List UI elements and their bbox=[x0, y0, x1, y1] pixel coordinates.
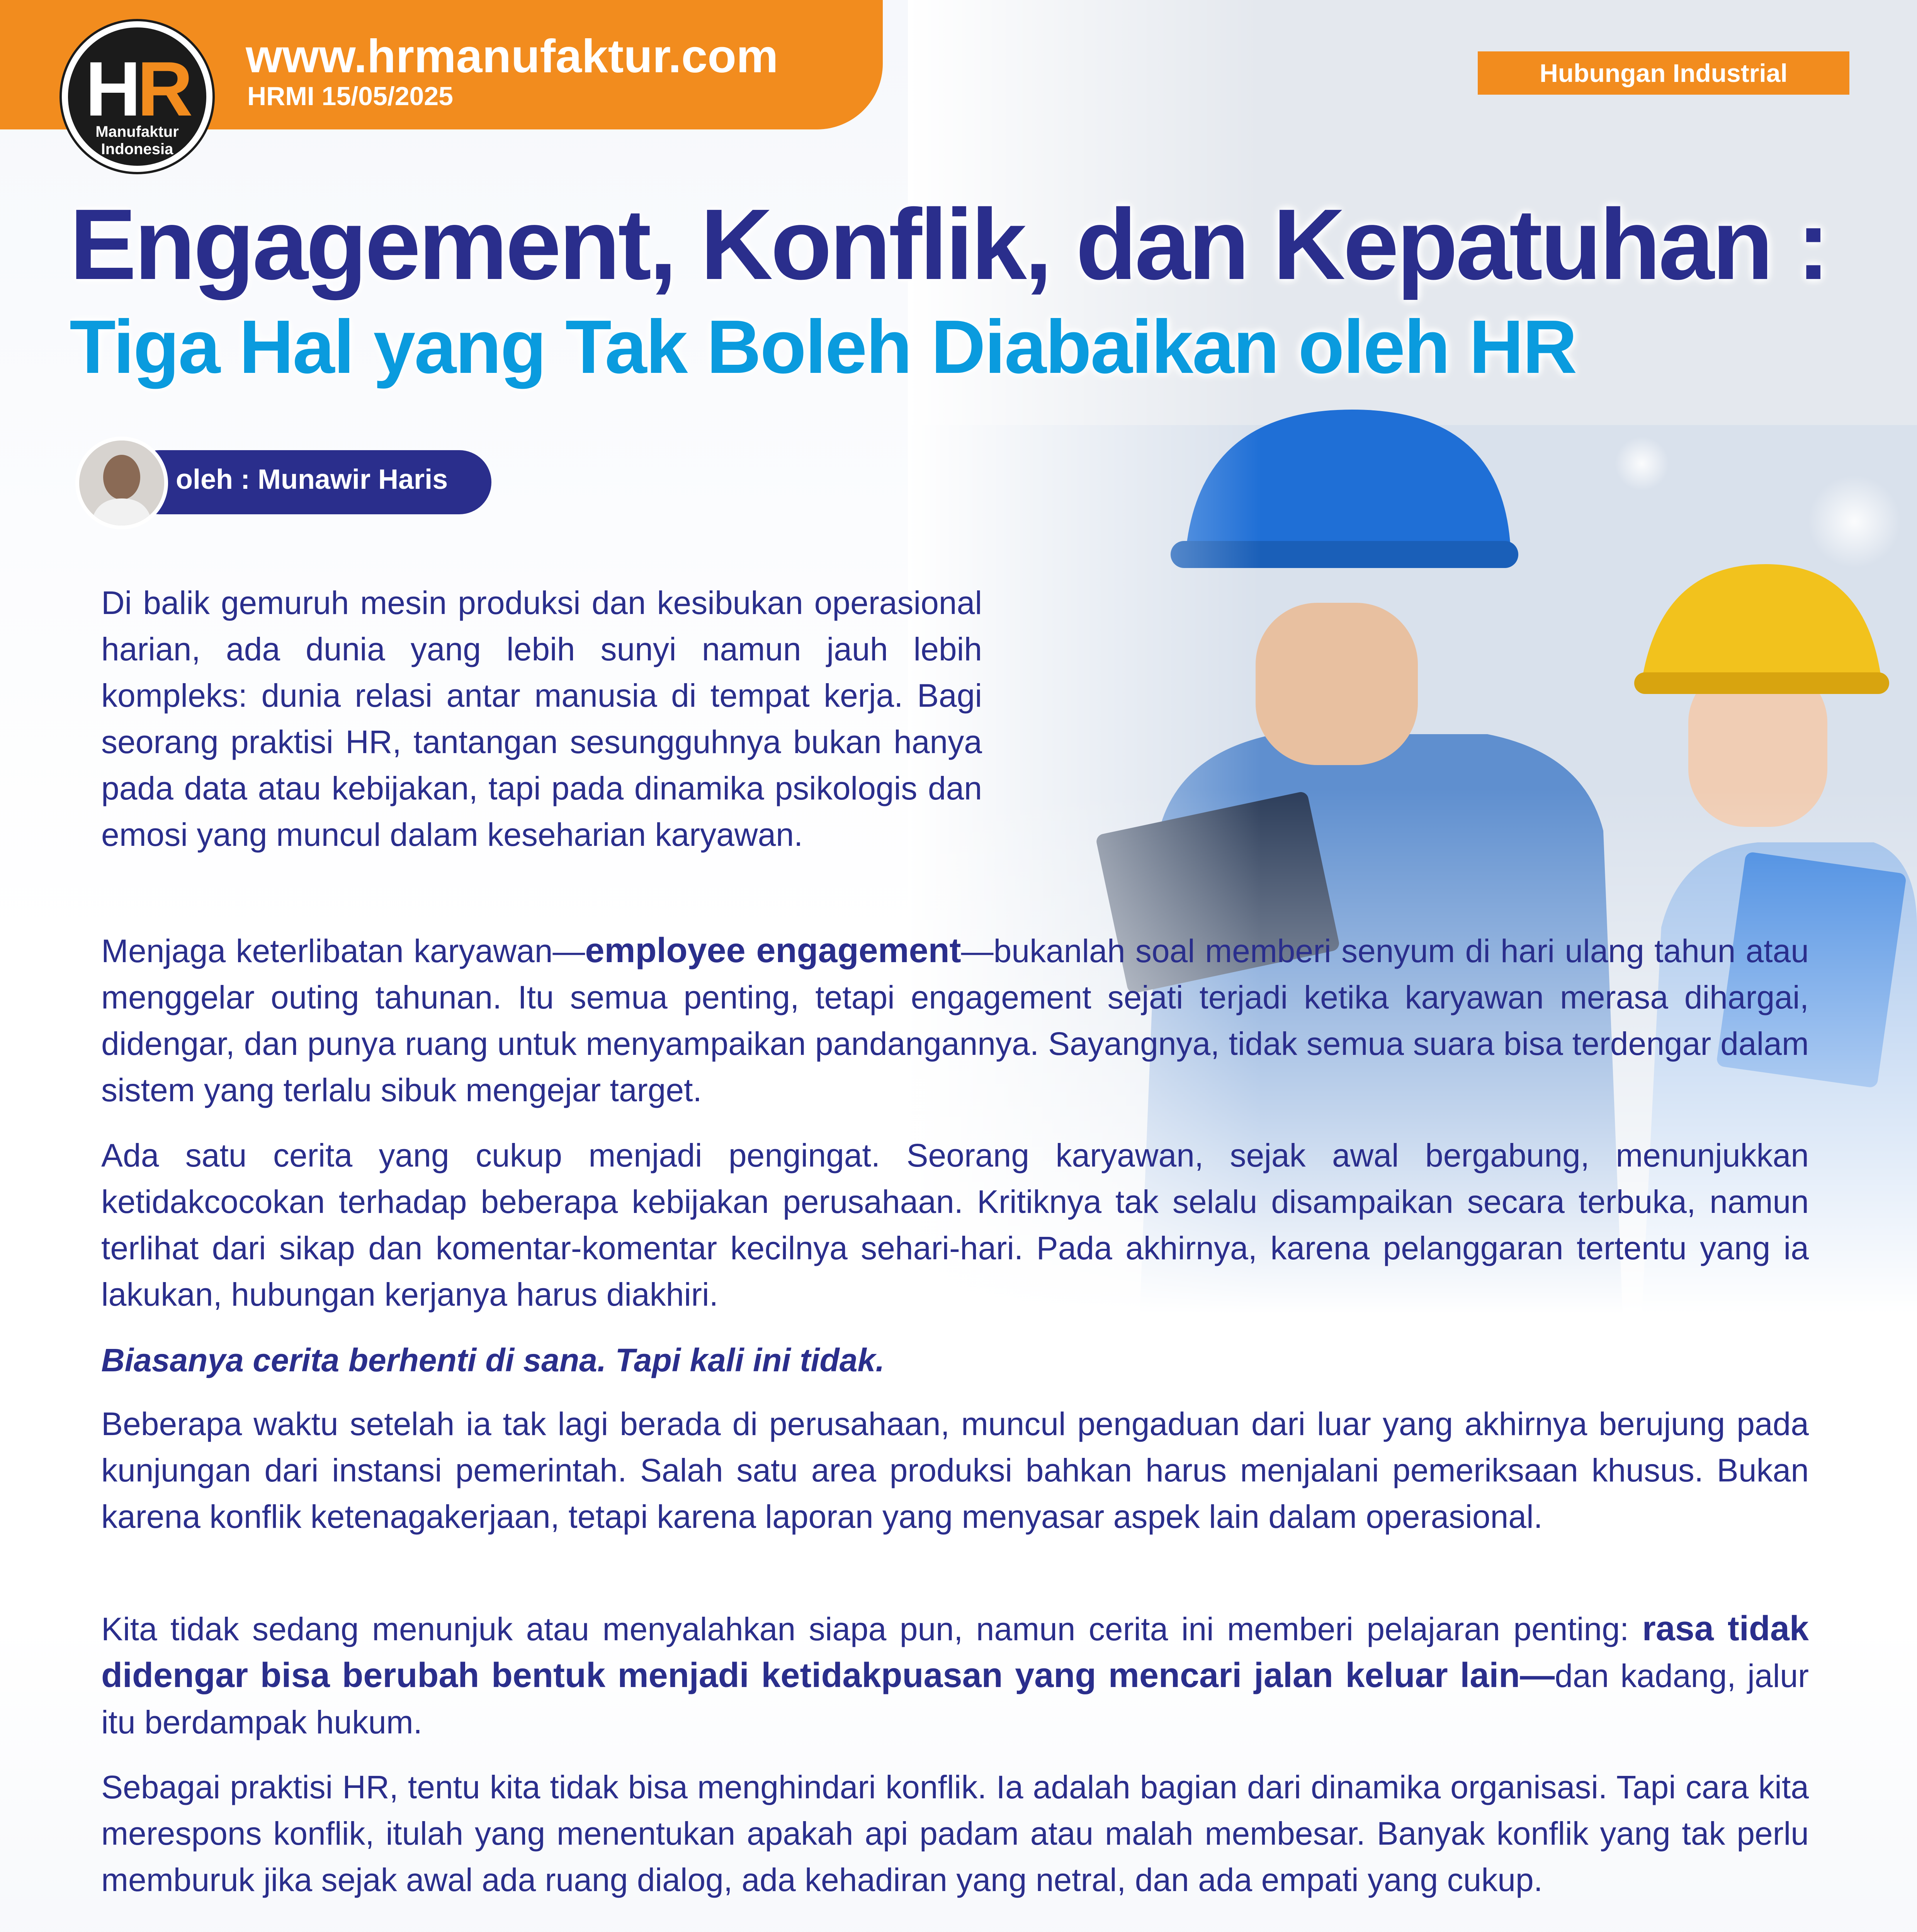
paragraph-2-start: Menjaga keterlibatan karyawan— bbox=[101, 933, 585, 969]
paragraph-6 bbox=[101, 1605, 1809, 1745]
category-badge: Hubungan Industrial bbox=[1478, 51, 1849, 95]
paragraph-2 bbox=[101, 927, 1809, 1113]
issue-code: HRMI 15/05/2025 bbox=[247, 82, 453, 111]
paragraph-2-end: —bukanlah soal memberi senyum di hari ulang tahun atau menggelar outing tahunan. Itu semua penting, tetapi engagement sejati terjadi ketika karyawan merasa dihargai, didengar, dan punya ruang untuk menyampaikan pandangannya. Sayangnya, tidak semua suara bisa terdengar dalam sistem yang terlalu sibuk mengejar target. bbox=[101, 933, 1809, 1108]
paragraph-2-highlight: employee engagement bbox=[585, 931, 961, 970]
paragraph-3: Ada satu cerita yang cukup menjadi pengingat. Seorang karyawan, sejak awal bergabung, menunjukkan ketidakcocokan terhadap beberapa kebijakan perusahaan. Kritiknya tak selalu disampaikan secara terbuka, namun terlihat dari sikap dan komentar-komentar kecilnya sehari-hari. Pada akhirnya, karena pelanggaran tertentu yang ia lakukan, hubungan kerjanya harus diakhiri. bbox=[101, 1137, 1809, 1313]
paragraph-7: Sebagai praktisi HR, tentu kita tidak bisa menghindari konflik. Ia adalah bagian dari dinamika organisasi. Tapi cara kita merespons konflik, itulah yang menentukan apakah api padam atau malah membesar. Banyak konflik yang tak perlu memburuk jika sejak awal ada ruang dialog, ada kehadiran yang netral, dan ada empati yang cukup. bbox=[101, 1769, 1809, 1898]
article-title: Engagement, Konflik, dan Kepatuhan : bbox=[70, 189, 1828, 301]
logo-line-2: Indonesia bbox=[101, 141, 173, 158]
article-subtitle: Tiga Hal yang Tak Boleh Diabaikan oleh HR bbox=[70, 304, 1576, 389]
author-avatar bbox=[75, 437, 168, 529]
paragraph-1: Di balik gemuruh mesin produksi dan kesibukan operasional harian, ada dunia yang lebih sunyi namun jauh lebih kompleks: dunia relasi antar manusia di tempat kerja. Bagi seorang praktisi HR, tantangan sesungguhnya bukan hanya pada data atau kebijakan, tapi pada dinamika psikologis dan emosi yang muncul dalam keseharian karyawan. bbox=[101, 585, 982, 853]
logo-line-1: Manufaktur bbox=[95, 123, 179, 140]
paragraph-4-emphasis: Biasanya cerita berhenti di sana. Tapi kali ini tidak. bbox=[101, 1342, 885, 1378]
paragraph-5: Beberapa waktu setelah ia tak lagi berada di perusahaan, muncul pengaduan dari luar yang akhirnya berujung pada kunjungan dari instansi pemerintah. Salah satu area produksi bahkan harus menjalani pemeriksaan khusus. Bukan karena konflik ketenagakerjaan, tetapi karena laporan yang menyasar aspek lain dalam operasional. bbox=[101, 1406, 1809, 1535]
website-url[interactable]: www.hrmanufaktur.com bbox=[246, 30, 778, 82]
paragraph-6-start: Kita tidak sedang menunjuk atau menyalahkan siapa pun, namun cerita ini memberi pelajaran penting: bbox=[101, 1611, 1642, 1647]
logo-letter-r: R bbox=[137, 46, 189, 132]
paragraph-6-end: dan kadang, jalur itu berdampak hukum. bbox=[101, 1658, 1809, 1740]
hr-manufaktur-logo bbox=[62, 21, 212, 172]
logo-letter-h: H bbox=[85, 46, 137, 132]
author-name: oleh : Munawir Haris bbox=[176, 464, 448, 495]
paragraph-6-highlight: rasa tidak didengar bisa berubah bentuk menjadi ketidakpuasan yang mencari jalan keluar lain— bbox=[101, 1609, 1809, 1695]
